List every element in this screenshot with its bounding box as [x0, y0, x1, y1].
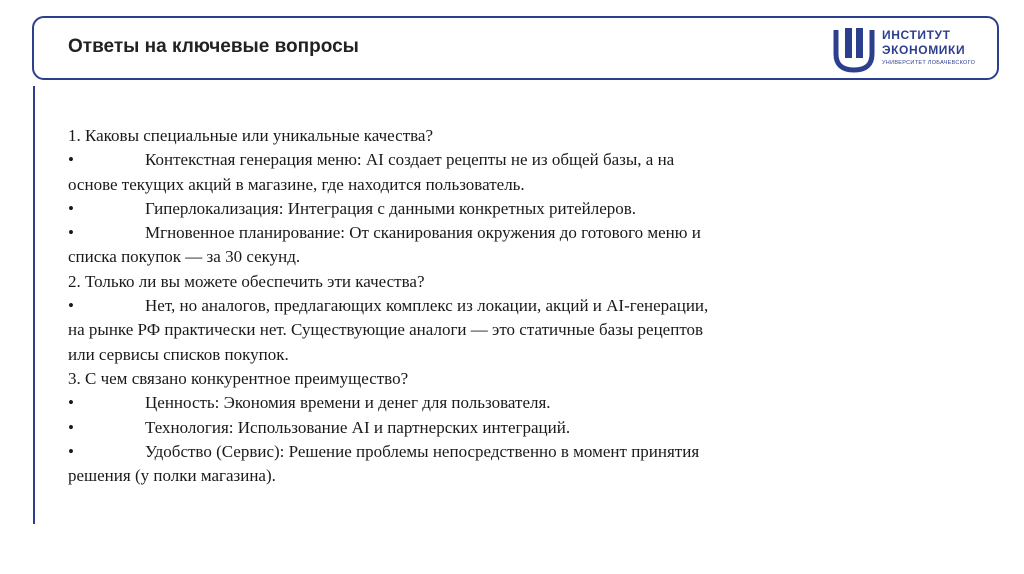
- answer-continuation: решения (у полки магазина).: [68, 466, 276, 486]
- question-1: 1. Каковы специальные или уникальные качества?: [68, 126, 434, 145]
- question-3: 3. С чем связано конкурентное преимущество?: [68, 368, 409, 388]
- answer-text: Удобство (Сервис): Решение проблемы непосредственно в момент принятия: [145, 441, 700, 461]
- answer-continuation: списка покупок — за 30 секунд.: [68, 247, 301, 267]
- answer-continuation: основе текущих акций в магазине, где находится пользователь.: [68, 174, 525, 194]
- bullet: •: [68, 150, 74, 170]
- list-item: [68, 440, 948, 464]
- answers-body: [68, 124, 948, 488]
- list-item: [68, 391, 948, 415]
- logo-line-economics: ЭКОНОМИКИ: [882, 43, 966, 57]
- list-item: [68, 148, 948, 172]
- left-accent-line: [33, 86, 35, 524]
- question-2: 2. Только ли вы можете обеспечить эти качества?: [68, 271, 425, 291]
- answer-continuation: на рынке РФ практически нет. Существующие аналоги — это статичные базы рецептов: [68, 320, 704, 340]
- logo-line-university: УНИВЕРСИТЕТ ЛОБАЧЕВСКОГО: [882, 60, 976, 66]
- university-logo-icon: [832, 24, 876, 74]
- bullet: •: [68, 417, 74, 437]
- list-item: [68, 294, 948, 318]
- answer-text: Нет, но аналогов, предлагающих комплекс из локации, акций и AI-генерации,: [145, 296, 709, 316]
- slide-title: Ответы на ключевые вопросы: [68, 36, 359, 57]
- logo-line-institute: ИНСТИТУТ: [882, 28, 951, 42]
- list-item: [68, 197, 948, 221]
- bullet: •: [68, 223, 74, 243]
- answer-text: Ценность: Экономия времени и денег для пользователя.: [145, 393, 551, 413]
- answer-text: Гиперлокализация: Интеграция с данными конкретных ритейлеров.: [145, 198, 637, 218]
- answer-text: Технология: Использование AI и партнерских интеграций.: [145, 417, 571, 437]
- list-item: [68, 221, 948, 245]
- answer-continuation: или сервисы списков покупок.: [68, 344, 289, 364]
- logo-text: [882, 28, 975, 68]
- bullet: •: [68, 441, 74, 461]
- bullet: •: [68, 296, 74, 316]
- bullet: •: [68, 393, 74, 413]
- header-frame: [32, 16, 999, 80]
- institute-logo: [832, 24, 992, 74]
- answer-text: Контекстная генерация меню: AI создает рецепты не из общей базы, а на: [145, 150, 675, 170]
- bullet: •: [68, 198, 74, 218]
- answer-text: Мгновенное планирование: От сканирования окружения до готового меню и: [145, 223, 701, 243]
- list-item: [68, 416, 948, 440]
